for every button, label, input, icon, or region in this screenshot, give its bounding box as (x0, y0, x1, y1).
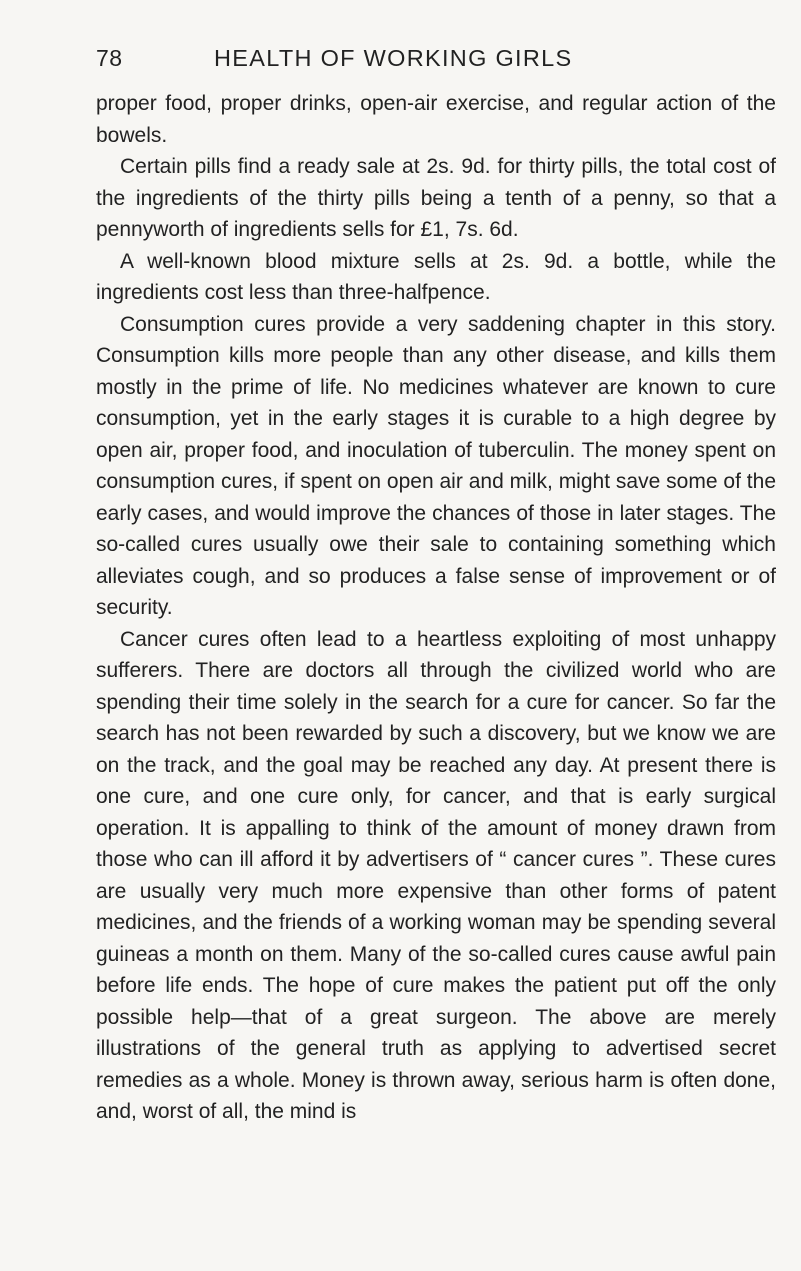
running-head (96, 38, 776, 78)
running-title: HEALTH OF WORKING GIRLS (214, 45, 573, 71)
paragraph-opening: proper food, proper drinks, open-air exercise, and regular action of the bowels. (96, 92, 776, 147)
paragraph-blood-mixture: A well-known blood mixture sells at 2s. 9d. a bottle, while the ingredients cost less than three-halfpence. (96, 249, 776, 304)
paragraph-consumption-cures: Consumption cures provide a very saddening chapter in this story. Consumption kills more people than any other disease, and kills them mostly in the prime of life. No medicines whatever are known to cure consumption, yet in the early stages it is curable to a high degree by open air, proper food, and inoculation of tuberculin. The money spent on consumption cures, if spent on open air and milk, might save some of the early cases, and would improve the chances of those in later stages. The so-called cures usually owe their sale to containing something which alleviates cough, and so produces a false sense of improvement or of security. (96, 312, 776, 619)
body-text (96, 88, 776, 1128)
paragraph-pills: Certain pills find a ready sale at 2s. 9d. for thirty pills, the total cost of the ingredients of the thirty pills being a tenth of a penny, so that a pennyworth of ingredients sells for £1, 7s. 6d. (96, 155, 776, 241)
paragraph-cancer-cures: Cancer cures often lead to a heartless exploiting of most unhappy sufferers. There are doctors all through the civilized world who are spending their time solely in the search for a cure for cancer. So far the search has not been rewarded by such a discovery, but we know we are on the track, and the goal may be reached any day. At present there is one cure, and one cure only, for cancer, and that is early surgical operation. It is appalling to think of the amount of money drawn from those who can ill afford it by advertisers of “ cancer cures ”. These cures are usually very much more expensive than other forms of patent medicines, and the friends of a working woman may be spending several guineas a month on them. Many of the so-called cures cause awful pain before life ends. The hope of cure makes the patient put off the only possible help—that of a great surgeon. The above are merely illustrations of the general truth as applying to advertised secret remedies as a whole. Money is thrown away, serious harm is often done, and, worst of all, the mind is (96, 627, 776, 1123)
page-number: 78 (96, 45, 123, 71)
